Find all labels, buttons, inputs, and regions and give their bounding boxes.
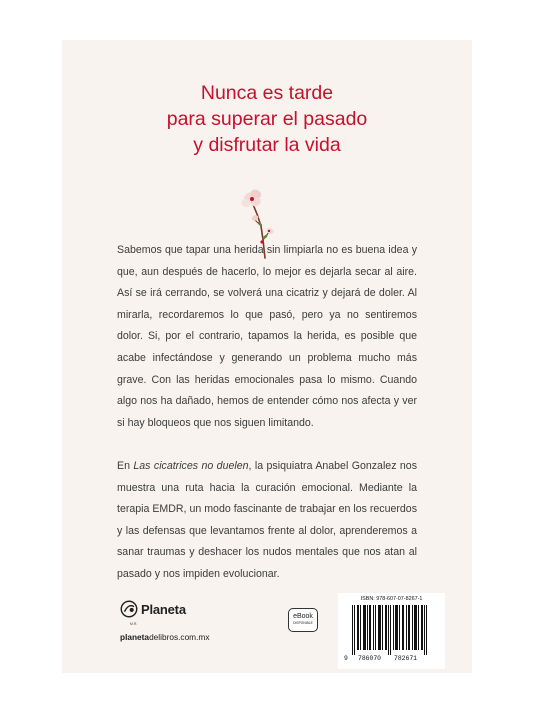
barcode-digits-left: 786070 <box>358 655 382 662</box>
p2-rest: , la psiquiatra Anabel Gonzalez nos muestra una ruta hacia la curación emocional. Mediante la terapia EMDR, un modo fascinante de trabajar en los recuerdos y las defensas que levantamos frente al dolor, aprenderemos a sanar traumas y deshacer los nudos mentales que nos atan al pasado y nos impiden evolucionar. <box>117 459 417 580</box>
back-cover <box>62 40 472 673</box>
ebook-label: eBook <box>293 613 313 620</box>
headline-line-1: Nunca es tarde <box>200 82 334 104</box>
website-bold: planeta <box>120 632 150 642</box>
isbn-text: ISBN: 978-607-07-8267-1 <box>360 596 423 602</box>
publisher-logo <box>120 600 186 618</box>
publisher-name: Planeta <box>141 601 186 617</box>
barcode <box>338 593 445 669</box>
barcode-digits-right: 782671 <box>394 655 418 662</box>
website-rest: delibros.com.mx <box>149 632 210 642</box>
publisher-website <box>120 632 209 642</box>
synopsis-paragraph-1: Sabemos que tapar una herida sin limpiarla no es buena idea y que, aun después de hacerlo, lo mejor es dejarla secar al aire. Así se irá cerrando, se volverá una cicatriz y dejará de doler. Al mirarla, recordaremos lo que pasó, pero ya no sentiremos dolor. Si, por el contrario, tapamos la herida, es posible que acabe infectándose y generando un problema mucho más grave. Con las heridas emocionales pasa lo mismo. Cuando algo nos ha dañado, hemos de entender cómo nos afecta y ver si hay bloqueos que nos siguen limitando. <box>117 244 417 429</box>
barcode-bars <box>343 605 440 655</box>
barcode-digits <box>338 655 445 665</box>
ebook-badge <box>288 608 318 632</box>
barcode-digit-first: 9 <box>344 655 348 662</box>
ebook-available: DISPONIBLE <box>293 621 313 625</box>
headline-line-2: para superar el pasado <box>166 108 368 130</box>
headline <box>62 80 472 158</box>
headline-line-3: y disfrutar la vida <box>193 134 341 156</box>
synopsis <box>117 240 417 586</box>
publisher-mark: M.R. <box>130 622 138 626</box>
synopsis-paragraph-2 <box>117 456 417 586</box>
p2-prefix: En <box>117 459 134 472</box>
book-title: Las cicatrices no duelen <box>133 459 249 472</box>
planeta-globe-icon <box>120 600 138 618</box>
